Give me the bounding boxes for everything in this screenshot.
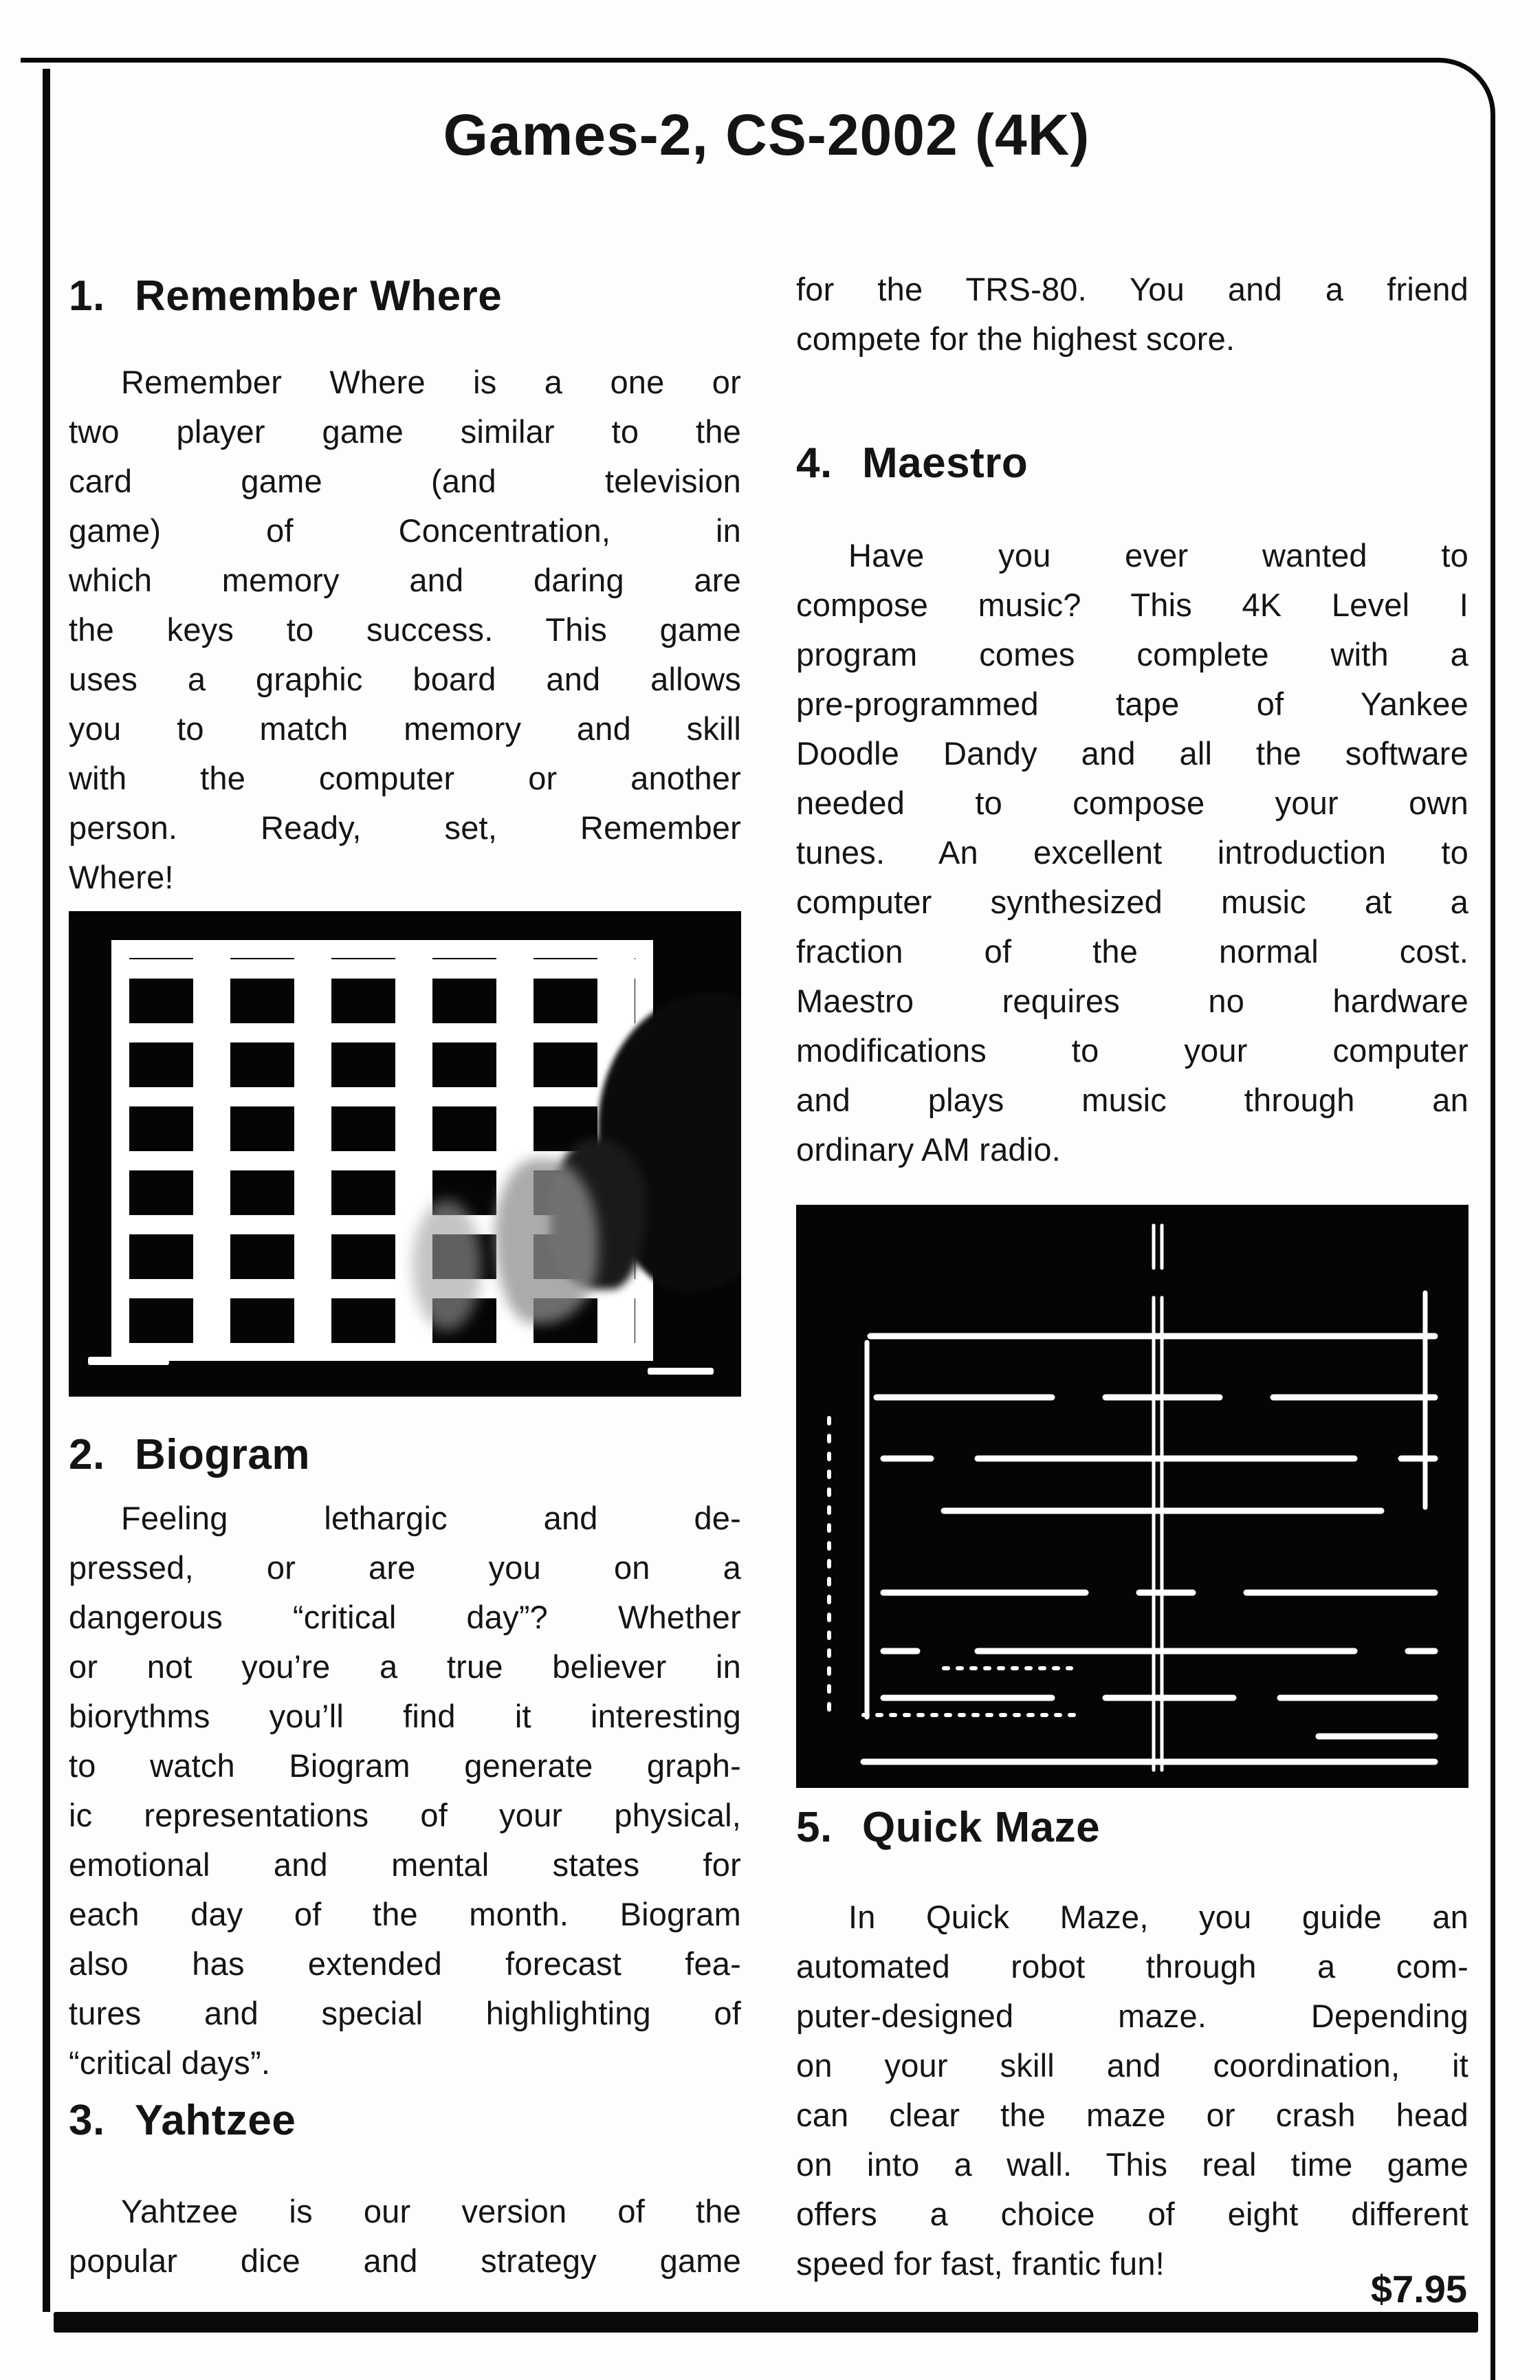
text-line: automated robot through a com- [796,1948,1468,1985]
text-line: speed for fast, frantic fun! [796,2245,1165,2282]
text-line: emotional and mental states for [69,1846,741,1883]
text-line: Remember Where is a one or [121,364,741,400]
section-number: 4. [796,439,833,487]
text-line: compose music? This 4K Level I [796,587,1468,623]
section-number: 5. [796,1804,833,1851]
text-line: ic representations of your physical, [69,1797,741,1833]
text-line: computer synthesized music at a [796,884,1468,920]
biogram-paragraph [69,1494,741,2088]
remember-where-screenshot [69,911,741,1397]
text-line: In Quick Maze, you guide an [848,1899,1468,1935]
text-line: also has extended forecast fea- [69,1945,741,1982]
maze-graphic [796,1205,1468,1788]
section-title: Yahtzee [135,2097,296,2144]
scan-smudge [412,1200,481,1331]
text-line: Doodle Dandy and all the software [796,735,1468,772]
section-number: 2. [69,1431,105,1478]
text-line: compete for the highest score. [796,320,1235,357]
price: $7.95 [1370,2267,1467,2311]
section-title: Remember Where [135,272,503,320]
text-line: offers a choice of eight different [796,2196,1468,2232]
scan-smudge [495,1159,598,1324]
text-line: on into a wall. This real time game [796,2146,1468,2183]
yahtzee-paragraph-continuation [796,265,1468,364]
text-line: modifications to your computer [796,1032,1468,1069]
yahtzee-paragraph [69,2187,741,2286]
remember-where-paragraph [69,358,741,902]
text-line: each day of the month. Biogram [69,1896,741,1932]
text-line: tunes. An excellent introduction to [796,834,1468,871]
section-heading-maestro [796,439,1468,488]
text-line: program comes complete with a [796,636,1468,673]
section-title: Maestro [862,439,1028,487]
quick-maze-screenshot [796,1205,1468,1788]
section-title: Quick Maze [862,1804,1101,1851]
text-line: with the computer or another [69,760,741,796]
text-line: biorythms you’ll find it interesting [69,1698,741,1734]
quick-maze-paragraph [796,1892,1468,2289]
text-line: Maestro requires no hardware [796,983,1468,1019]
text-line: “critical days”. [69,2044,271,2081]
text-line: Feeling lethargic and de- [121,1500,741,1536]
text-line: needed to compose your own [796,785,1468,821]
text-line: can clear the maze or crash head [796,2097,1468,2133]
left-column [69,0,741,2380]
text-line: card game (and television [69,463,741,499]
text-line: Where! [69,859,174,895]
text-line: Yahtzee is our version of the [121,2193,741,2229]
text-line: tures and special highlighting of [69,1995,741,2031]
text-line: popular dice and strategy game [69,2242,741,2279]
text-line: Have you ever wanted to [848,537,1468,574]
text-line: which memory and daring are [69,562,741,598]
text-line: you to match memory and skill [69,710,741,747]
section-number: 1. [69,272,105,320]
text-line: puter-designed maze. Depending [796,1998,1468,2034]
section-heading-biogram [69,1430,741,1479]
screen-marker [88,1357,169,1365]
text-line: or not you’re a true believer in [69,1648,741,1685]
screen-marker [648,1368,714,1375]
text-line: pressed, or are you on a [69,1549,741,1586]
maestro-paragraph [796,531,1468,1175]
text-line: person. Ready, set, Remember [69,809,741,846]
text-line: game) of Concentration, in [69,512,741,549]
text-line: ordinary AM radio. [796,1131,1061,1168]
section-number: 3. [69,2097,105,2144]
text-line: dangerous “critical day”? Whether [69,1599,741,1635]
right-column [796,0,1468,2380]
section-heading-quick-maze [796,1803,1468,1852]
text-line: pre-programmed tape of Yankee [796,686,1468,722]
section-heading-yahtzee [69,2096,741,2145]
text-line: fraction of the normal cost. [796,933,1468,970]
section-heading-remember-where [69,272,741,320]
text-line: two player game similar to the [69,413,741,450]
text-line: the keys to success. This game [69,611,741,648]
text-line: to watch Biogram generate graph- [69,1747,741,1784]
text-line: for the TRS-80. You and a friend [796,271,1468,307]
page-title: Games-2, CS-2002 (4K) [443,102,1090,167]
text-line: uses a graphic board and allows [69,661,741,697]
page-border-left [43,69,50,2312]
section-title: Biogram [135,1431,310,1478]
text-line: and plays music through an [796,1082,1468,1118]
text-line: on your skill and coordination, it [796,2047,1468,2084]
